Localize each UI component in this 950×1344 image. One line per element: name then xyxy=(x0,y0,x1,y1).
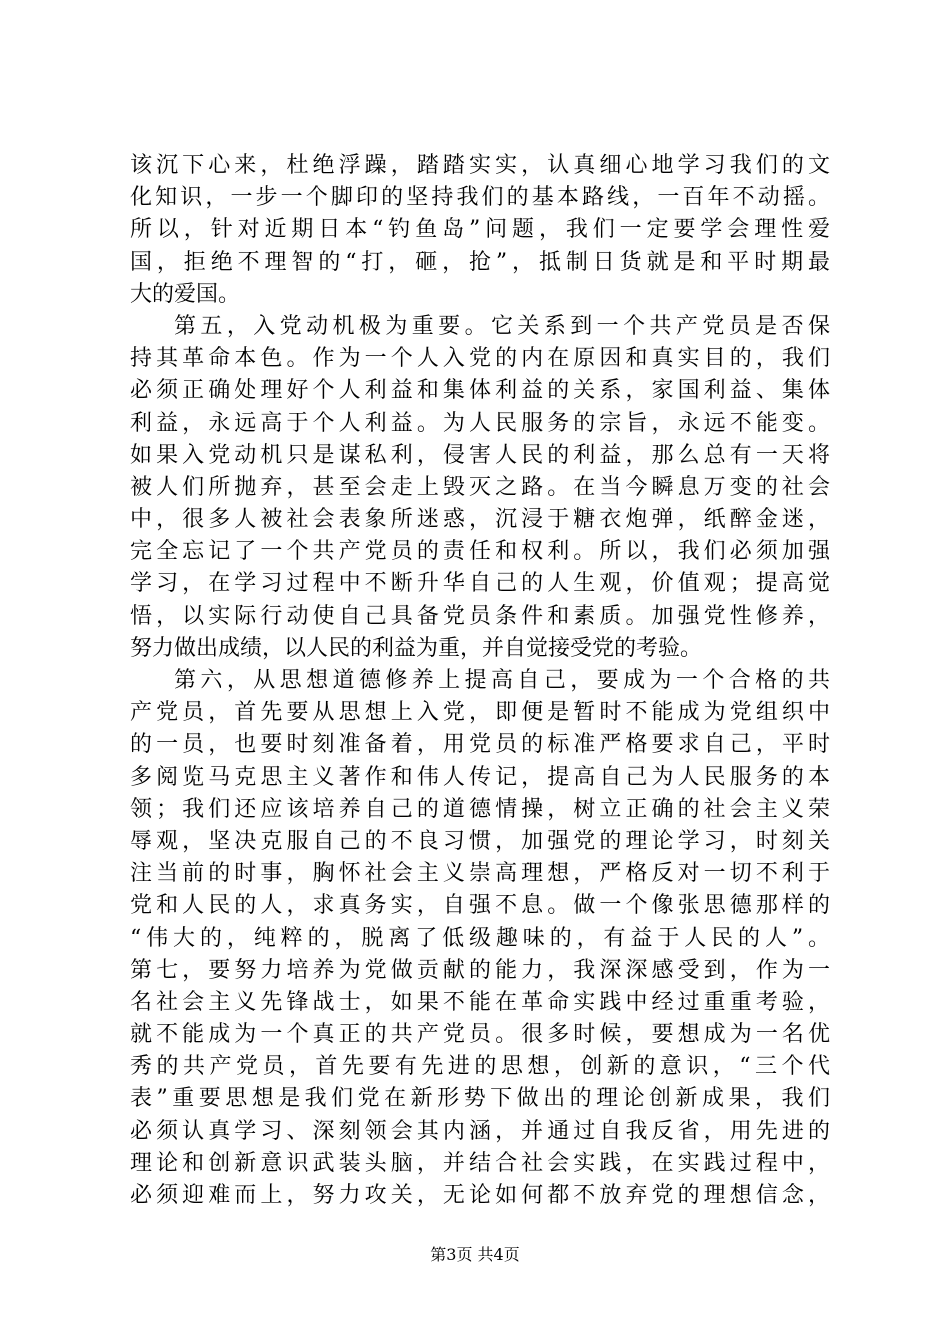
text-line: 必须迎难而上，努力攻关，无论如何都不放弃党的理想信念， xyxy=(130,1183,830,1208)
text-line: 完全忘记了一个共产党员的责任和权利。所以，我们必须加强 xyxy=(130,539,830,565)
text-line: 产党员，首先要从思想上入党，即便是暂时不能成为党组织中 xyxy=(130,700,830,726)
text-line: 所以，针对近期日本“钓鱼岛”问题，我们一定要学会理性爱 xyxy=(130,217,830,243)
text-line: 第六，从思想道德修养上提高自己，要成为一个合格的共 xyxy=(174,668,830,693)
text-line: 第五，入党动机极为重要。它关系到一个共产党员是否保 xyxy=(174,313,830,339)
text-line: 理论和创新意识武装头脑，并结合社会实践，在实践过程中， xyxy=(130,1150,830,1176)
text-line: 辱观，坚决克服自己的不良习惯，加强党的理论学习，时刻关 xyxy=(130,828,830,854)
text-line: 国，拒绝不理智的“打，砸，抢”，抵制日货就是和平时期最 xyxy=(130,249,830,275)
text-line: 中，很多人被社会表象所迷惑，沉浸于糖衣炮弹，纸醉金迷， xyxy=(130,507,830,533)
text-line: 必须认真学习、深刻领会其内涵，并通过自我反省，用先进的 xyxy=(130,1118,830,1144)
text-line: 秀的共产党员，首先要有先进的思想，创新的意识，“三个代 xyxy=(130,1054,830,1080)
text-line: 多阅览马克思主义著作和伟人传记，提高自己为人民服务的本 xyxy=(130,764,830,790)
text-line: 持其革命本色。作为一个人入党的内在原因和真实目的，我们 xyxy=(130,346,830,372)
text-line: 领；我们还应该培养自己的道德情操，树立正确的社会主义荣 xyxy=(130,796,830,822)
text-line: 党和人民的人，求真务实，自强不息。做一个像张思德那样的 xyxy=(130,893,830,919)
page-number: 第3页 共4页 xyxy=(430,1245,520,1264)
text-line: 表”重要思想是我们党在新形势下做出的理论创新成果，我们 xyxy=(130,1086,830,1112)
text-line: 利益，永远高于个人利益。为人民服务的宗旨，永远不能变。 xyxy=(130,410,830,436)
text-line: 该沉下心来，杜绝浮躁，踏踏实实，认真细心地学习我们的文 xyxy=(130,153,830,178)
text-line: 名社会主义先锋战士，如果不能在革命实践中经过重重考验， xyxy=(130,989,830,1015)
text-line: 第七，要努力培养为党做贡献的能力，我深深感受到，作为一 xyxy=(130,957,830,983)
text-line: 学习，在学习过程中不断升华自己的人生观，价值观；提高觉 xyxy=(130,571,830,597)
text-line: 的一员，也要时刻准备着，用党员的标准严格要求自己，平时 xyxy=(130,732,830,758)
text-line: 注当前的时事，胸怀社会主义崇高理想，严格反对一切不利于 xyxy=(130,861,830,887)
text-line: 悟，以实际行动使自己具备党员条件和素质。加强党性修养， xyxy=(130,603,830,629)
text-line: 就不能成为一个真正的共产党员。很多时候，要想成为一名优 xyxy=(130,1022,830,1048)
text-line: 化知识，一步一个脚印的坚持我们的基本路线，一百年不动摇。 xyxy=(130,185,830,211)
text-line: “伟大的，纯粹的，脱离了低级趣味的，有益于人民的人”。 xyxy=(130,925,830,951)
text-line: 努力做出成绩，以人民的利益为重，并自觉接受党的考验。 xyxy=(130,635,703,661)
text-line: 如果入党动机只是谋私利，侵害人民的利益，那么总有一天将 xyxy=(130,442,830,468)
document-body xyxy=(130,150,830,1212)
text-line: 被人们所抛弃，甚至会走上毁灭之路。在当今瞬息万变的社会 xyxy=(130,474,830,500)
text-line: 大的爱国。 xyxy=(130,281,241,307)
text-line: 必须正确处理好个人利益和集体利益的关系，家国利益、集体 xyxy=(130,378,830,404)
